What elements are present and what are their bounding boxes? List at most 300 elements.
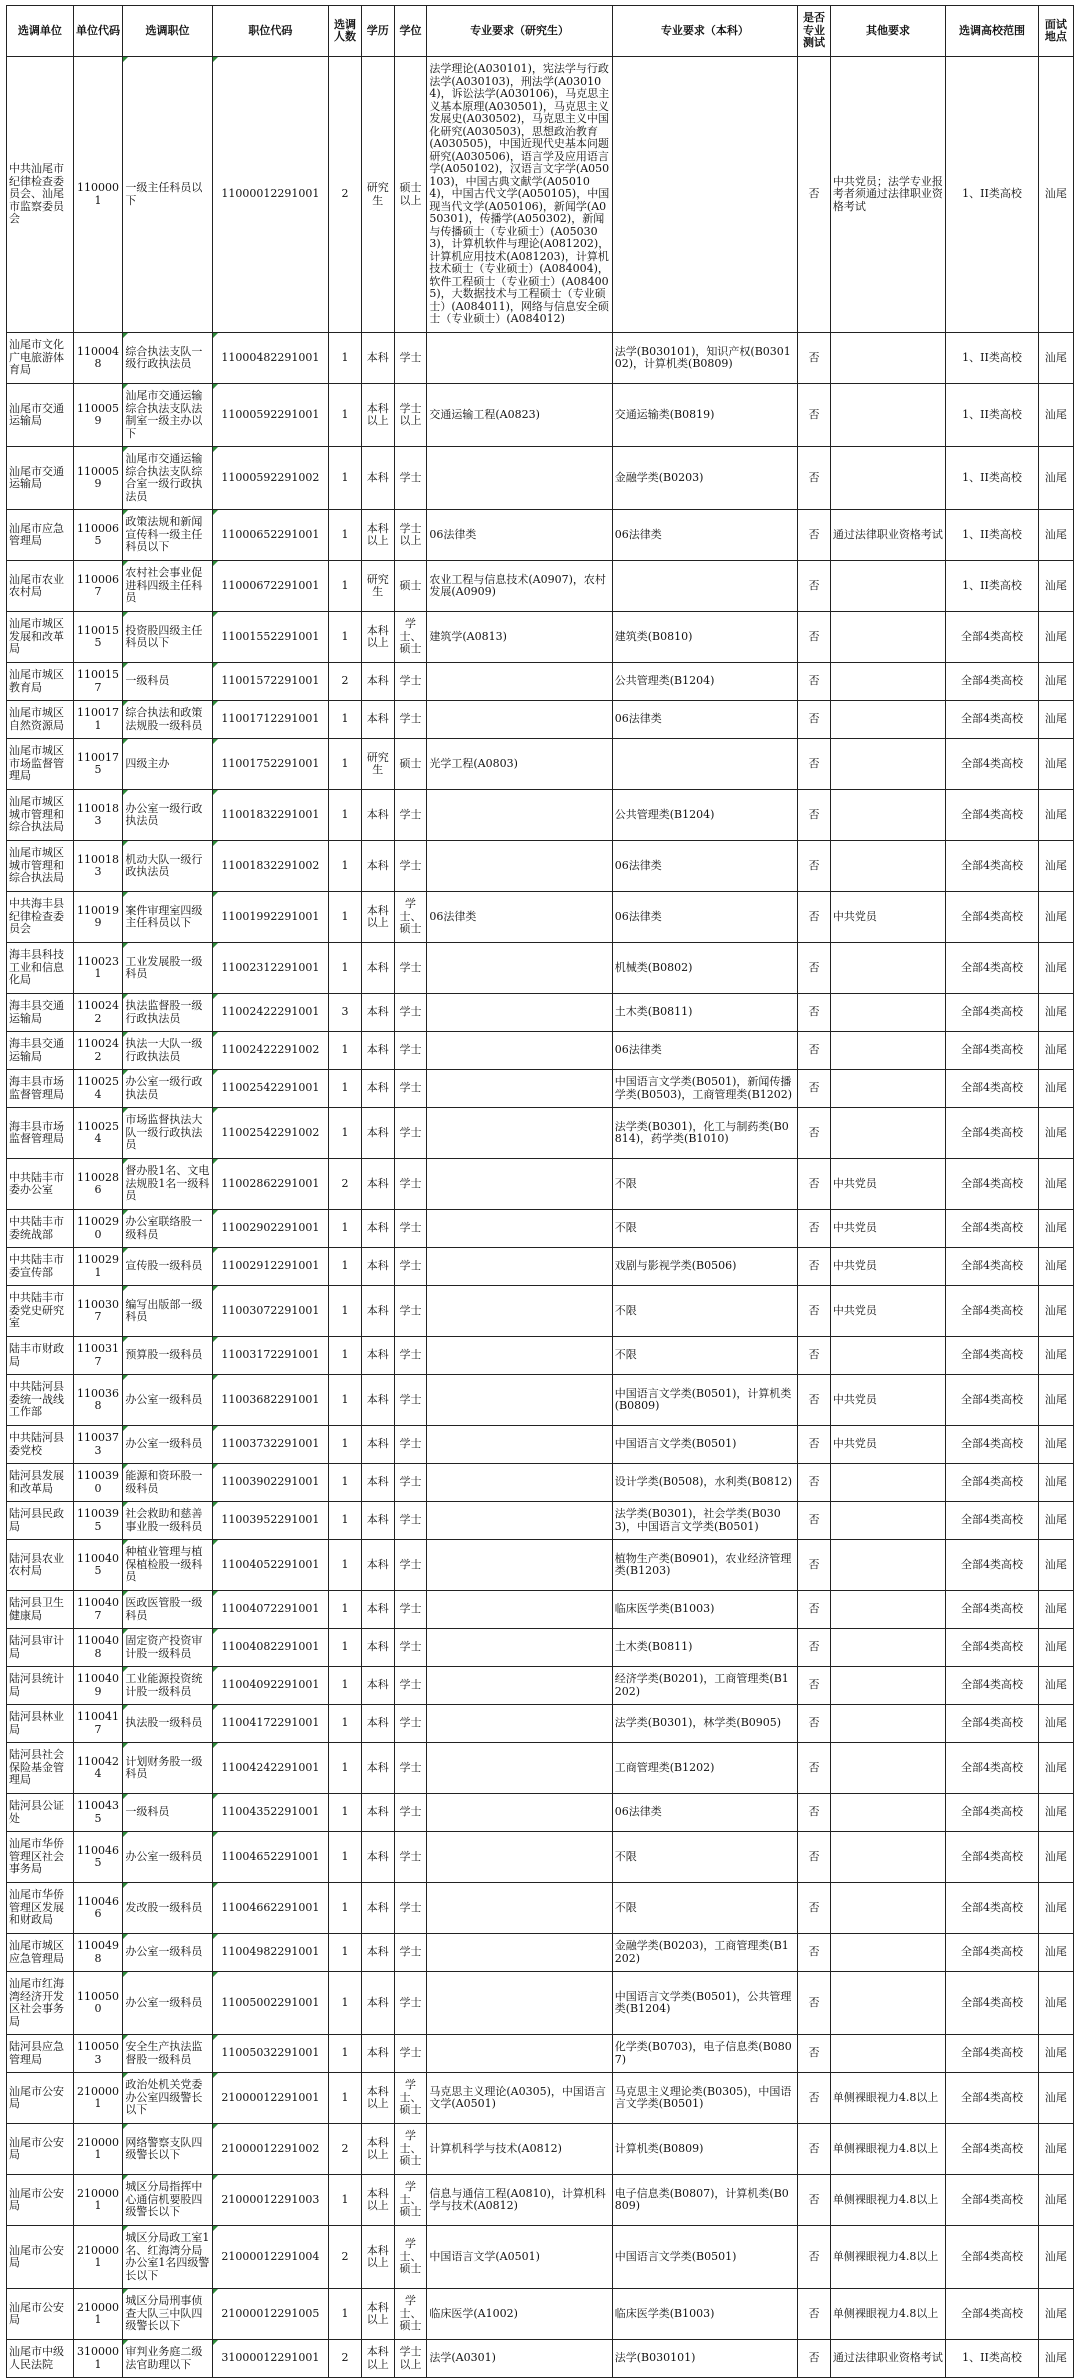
table-row: [7, 1426, 1074, 1464]
cell-interview-location: 汕尾: [1038, 1248, 1073, 1286]
cell-professional-test: 否: [798, 2175, 831, 2226]
cell-degree: 学士: [394, 701, 427, 739]
cell-university-scope: 全部4类高校: [946, 1883, 1039, 1934]
cell-unit: 汕尾市城区应急管理局: [7, 1934, 74, 1972]
cell-count: 2: [329, 663, 362, 701]
cell-professional-test: 否: [798, 1883, 831, 1934]
cell-unit-code: 1100424: [73, 1743, 123, 1794]
cell-position: 汕尾市交通运输综合执法支队法制室一级主办以下: [123, 384, 212, 447]
cell-position: 一级科员: [123, 663, 212, 701]
cell-count: 1: [329, 2073, 362, 2124]
cell-major-undergraduate: 金融学类(B0203): [612, 447, 797, 510]
cell-major-undergraduate: 06法律类: [612, 892, 797, 943]
cell-unit: 陆河县民政局: [7, 1502, 74, 1540]
cell-major-undergraduate: 法学类(B0301)，林学类(B0905): [612, 1705, 797, 1743]
table-row: [7, 892, 1074, 943]
table-row: [7, 1972, 1074, 2035]
cell-count: 1: [329, 892, 362, 943]
cell-position-code: 11000012291001: [212, 57, 328, 333]
cell-degree: 学士: [394, 1210, 427, 1248]
cell-education: 研究生: [361, 57, 394, 333]
cell-education: 本科: [361, 1540, 394, 1591]
cell-degree: 学士: [394, 663, 427, 701]
table-row: [7, 1705, 1074, 1743]
cell-position-code: 11003072291001: [212, 1286, 328, 1337]
cell-education: 本科: [361, 701, 394, 739]
cell-position-code: 11002542291001: [212, 1070, 328, 1108]
cell-degree: 学士: [394, 1794, 427, 1832]
cell-education: 本科以上: [361, 510, 394, 561]
cell-position: 执法一大队一级行政执法员: [123, 1032, 212, 1070]
cell-major-undergraduate: 临床医学类(B1003): [612, 2289, 797, 2340]
cell-degree: 学士: [394, 1464, 427, 1502]
cell-major-graduate: 06法律类: [427, 892, 612, 943]
cell-major-undergraduate: 临床医学类(B1003): [612, 1591, 797, 1629]
cell-major-graduate: [427, 1934, 612, 1972]
cell-education: 本科: [361, 1794, 394, 1832]
cell-degree: 学士: [394, 1883, 427, 1934]
cell-unit: 海丰县交通运输局: [7, 994, 74, 1032]
cell-position: 投资股四级主任科员以下: [123, 612, 212, 663]
cell-degree: 学士: [394, 1337, 427, 1375]
cell-count: 1: [329, 1794, 362, 1832]
cell-count: 2: [329, 2226, 362, 2289]
cell-unit: 陆河县统计局: [7, 1667, 74, 1705]
cell-major-undergraduate: 公共管理类(B1204): [612, 790, 797, 841]
cell-unit-code: 1100001: [73, 57, 123, 333]
cell-education: 本科: [361, 790, 394, 841]
cell-professional-test: 否: [798, 1743, 831, 1794]
cell-position-code: 11000482291001: [212, 333, 328, 384]
cell-count: 1: [329, 1426, 362, 1464]
cell-interview-location: 汕尾: [1038, 1070, 1073, 1108]
cell-position: 案件审理室四级主任科员以下: [123, 892, 212, 943]
cell-interview-location: 汕尾: [1038, 1337, 1073, 1375]
table-row: [7, 994, 1074, 1032]
cell-position: 综合执法和政策法规股一级科员: [123, 701, 212, 739]
table-row: [7, 2124, 1074, 2175]
cell-other-requirements: [830, 1794, 945, 1832]
cell-unit-code: 1100307: [73, 1286, 123, 1337]
cell-interview-location: 汕尾: [1038, 1375, 1073, 1426]
cell-education: 本科: [361, 1502, 394, 1540]
cell-major-graduate: [427, 1286, 612, 1337]
cell-position-code: 11004052291001: [212, 1540, 328, 1591]
cell-education: 本科: [361, 1591, 394, 1629]
cell-count: 1: [329, 510, 362, 561]
cell-degree: 学士: [394, 1972, 427, 2035]
cell-university-scope: 全部4类高校: [946, 1464, 1039, 1502]
table-row: [7, 1591, 1074, 1629]
cell-unit-code: 1100465: [73, 1832, 123, 1883]
cell-unit: 中共陆河县委党校: [7, 1426, 74, 1464]
cell-professional-test: 否: [798, 2124, 831, 2175]
cell-unit: 汕尾市公安局: [7, 2073, 74, 2124]
cell-interview-location: 汕尾: [1038, 1705, 1073, 1743]
cell-count: 2: [329, 1159, 362, 1210]
cell-interview-location: 汕尾: [1038, 510, 1073, 561]
cell-major-graduate: [427, 1705, 612, 1743]
cell-university-scope: 全部4类高校: [946, 1248, 1039, 1286]
cell-university-scope: 全部4类高校: [946, 1032, 1039, 1070]
table-row: [7, 841, 1074, 892]
cell-other-requirements: [830, 384, 945, 447]
cell-professional-test: 否: [798, 790, 831, 841]
cell-count: 1: [329, 2289, 362, 2340]
cell-education: 本科: [361, 1159, 394, 1210]
cell-major-undergraduate: [612, 739, 797, 790]
cell-other-requirements: [830, 1743, 945, 1794]
cell-education: 本科: [361, 1210, 394, 1248]
cell-unit: 汕尾市城区教育局: [7, 663, 74, 701]
cell-degree: 学士: [394, 1375, 427, 1426]
table-row: [7, 739, 1074, 790]
cell-university-scope: 全部4类高校: [946, 1667, 1039, 1705]
cell-major-graduate: [427, 841, 612, 892]
cell-position-code: 11000652291001: [212, 510, 328, 561]
cell-count: 1: [329, 1032, 362, 1070]
cell-unit: 汕尾市交通运输局: [7, 384, 74, 447]
cell-professional-test: 否: [798, 1464, 831, 1502]
cell-unit: 汕尾市公安局: [7, 2124, 74, 2175]
cell-major-graduate: 农业工程与信息技术(A0907)，农村发展(A0909): [427, 561, 612, 612]
cell-major-graduate: [427, 943, 612, 994]
cell-major-graduate: [427, 1794, 612, 1832]
table-row: [7, 790, 1074, 841]
cell-education: 本科以上: [361, 892, 394, 943]
cell-interview-location: 汕尾: [1038, 1743, 1073, 1794]
cell-degree: 学士: [394, 1159, 427, 1210]
cell-education: 本科: [361, 2035, 394, 2073]
cell-unit: 陆河县林业局: [7, 1705, 74, 1743]
cell-major-graduate: 计算机科学与技术(A0812): [427, 2124, 612, 2175]
cell-interview-location: 汕尾: [1038, 2073, 1073, 2124]
cell-interview-location: 汕尾: [1038, 1210, 1073, 1248]
cell-professional-test: 否: [798, 2035, 831, 2073]
cell-count: 1: [329, 2175, 362, 2226]
col-header-unit: 选调单位: [7, 6, 74, 57]
cell-degree: 学士: [394, 1070, 427, 1108]
table-row: [7, 1375, 1074, 1426]
cell-education: 本科: [361, 1337, 394, 1375]
cell-position-code: 11004082291001: [212, 1629, 328, 1667]
cell-unit-code: 1100408: [73, 1629, 123, 1667]
cell-major-undergraduate: 植物生产类(B0901)，农业经济管理类(B1203): [612, 1540, 797, 1591]
cell-unit-code: 1100183: [73, 790, 123, 841]
cell-count: 1: [329, 612, 362, 663]
cell-major-undergraduate: 法学类(B0301)，化工与制药类(B0814)，药学类(B1010): [612, 1108, 797, 1159]
cell-major-graduate: [427, 1591, 612, 1629]
cell-count: 1: [329, 333, 362, 384]
cell-university-scope: 1、II类高校: [946, 2340, 1039, 2378]
cell-major-undergraduate: 中国语言文学类(B0501): [612, 2226, 797, 2289]
cell-professional-test: 否: [798, 1426, 831, 1464]
cell-unit-code: 2100001: [73, 2175, 123, 2226]
cell-degree: 学士以上: [394, 384, 427, 447]
cell-professional-test: 否: [798, 701, 831, 739]
cell-unit-code: 1100503: [73, 2035, 123, 2073]
cell-position: 办公室一级行政执法员: [123, 790, 212, 841]
cell-unit: 海丰县市场监督管理局: [7, 1070, 74, 1108]
cell-education: 本科: [361, 1108, 394, 1159]
cell-university-scope: 1、II类高校: [946, 447, 1039, 510]
cell-unit: 陆河县公证处: [7, 1794, 74, 1832]
cell-position-code: 11003172291001: [212, 1337, 328, 1375]
cell-professional-test: 否: [798, 57, 831, 333]
cell-position-code: 11001552291001: [212, 612, 328, 663]
cell-unit-code: 3100001: [73, 2340, 123, 2378]
cell-other-requirements: [830, 1883, 945, 1934]
cell-position: 社会救助和慈善事业股一级科员: [123, 1502, 212, 1540]
cell-university-scope: 全部4类高校: [946, 1337, 1039, 1375]
cell-count: 1: [329, 1464, 362, 1502]
cell-major-undergraduate: 经济学类(B0201)，工商管理类(B1202): [612, 1667, 797, 1705]
table-row: [7, 943, 1074, 994]
cell-other-requirements: [830, 561, 945, 612]
cell-major-undergraduate: 计算机类(B0809): [612, 2124, 797, 2175]
cell-unit: 汕尾市公安局: [7, 2226, 74, 2289]
cell-major-graduate: [427, 1159, 612, 1210]
cell-interview-location: 汕尾: [1038, 790, 1073, 841]
cell-major-graduate: [427, 447, 612, 510]
cell-university-scope: 全部4类高校: [946, 1743, 1039, 1794]
cell-unit: 陆丰市财政局: [7, 1337, 74, 1375]
table-row: [7, 510, 1074, 561]
cell-other-requirements: 单侧裸眼视力4.8以上: [830, 2289, 945, 2340]
cell-other-requirements: 中共党员；法学专业报考者须通过法律职业资格考试: [830, 57, 945, 333]
cell-count: 1: [329, 1248, 362, 1286]
cell-major-graduate: 马克思主义理论(A0305)，中国语言文学(A0501): [427, 2073, 612, 2124]
cell-position: 工业能源投资统计股一级科员: [123, 1667, 212, 1705]
cell-unit: 海丰县市场监督管理局: [7, 1108, 74, 1159]
cell-count: 1: [329, 1070, 362, 1108]
cell-other-requirements: [830, 1667, 945, 1705]
cell-major-graduate: 建筑学(A0813): [427, 612, 612, 663]
cell-other-requirements: [830, 841, 945, 892]
cell-position: 政策法规和新闻宣传科一级主任科员以下: [123, 510, 212, 561]
cell-education: 本科: [361, 1972, 394, 2035]
cell-major-graduate: 交通运输工程(A0823): [427, 384, 612, 447]
cell-interview-location: 汕尾: [1038, 1667, 1073, 1705]
table-row: [7, 2226, 1074, 2289]
cell-education: 本科: [361, 994, 394, 1032]
cell-other-requirements: [830, 790, 945, 841]
cell-interview-location: 汕尾: [1038, 739, 1073, 790]
table-row: [7, 1032, 1074, 1070]
cell-position-code: 11001752291001: [212, 739, 328, 790]
cell-university-scope: 全部4类高校: [946, 1070, 1039, 1108]
cell-position: 办公室一级科员: [123, 1832, 212, 1883]
cell-count: 1: [329, 1337, 362, 1375]
cell-university-scope: 全部4类高校: [946, 1705, 1039, 1743]
cell-unit-code: 1100500: [73, 1972, 123, 2035]
cell-degree: 学士: [394, 333, 427, 384]
cell-unit: 汕尾市华侨管理区发展和财政局: [7, 1883, 74, 1934]
cell-university-scope: 全部4类高校: [946, 1629, 1039, 1667]
cell-major-graduate: [427, 1464, 612, 1502]
cell-other-requirements: [830, 1934, 945, 1972]
cell-unit-code: 2100001: [73, 2124, 123, 2175]
cell-major-undergraduate: 中国语言文学类(B0501): [612, 1426, 797, 1464]
cell-other-requirements: 单侧裸眼视力4.8以上: [830, 2226, 945, 2289]
cell-university-scope: 全部4类高校: [946, 612, 1039, 663]
cell-interview-location: 汕尾: [1038, 1032, 1073, 1070]
cell-major-graduate: [427, 1883, 612, 1934]
cell-position: 办公室一级科员: [123, 1934, 212, 1972]
cell-education: 本科以上: [361, 2340, 394, 2378]
cell-major-undergraduate: 不限: [612, 1286, 797, 1337]
cell-university-scope: 1、II类高校: [946, 57, 1039, 333]
cell-major-graduate: 信息与通信工程(A0810)，计算机科学与技术(A0812): [427, 2175, 612, 2226]
cell-major-graduate: [427, 994, 612, 1032]
cell-count: 1: [329, 384, 362, 447]
cell-professional-test: 否: [798, 1032, 831, 1070]
cell-interview-location: 汕尾: [1038, 57, 1073, 333]
cell-major-graduate: [427, 1337, 612, 1375]
cell-unit: 中共陆丰市委宣传部: [7, 1248, 74, 1286]
table-row: [7, 2073, 1074, 2124]
col-header-professional-test: 是否专业测试: [798, 6, 831, 57]
cell-major-undergraduate: 不限: [612, 1832, 797, 1883]
cell-unit-code: 1100290: [73, 1210, 123, 1248]
cell-education: 本科: [361, 1032, 394, 1070]
cell-interview-location: 汕尾: [1038, 892, 1073, 943]
cell-degree: 学士: [394, 994, 427, 1032]
table-row: [7, 2035, 1074, 2073]
cell-other-requirements: 中共党员: [830, 1286, 945, 1337]
cell-education: 研究生: [361, 561, 394, 612]
cell-education: 本科以上: [361, 384, 394, 447]
cell-count: 1: [329, 701, 362, 739]
cell-degree: 学士: [394, 1667, 427, 1705]
cell-position-code: 11000592291001: [212, 384, 328, 447]
cell-major-graduate: [427, 1832, 612, 1883]
cell-unit-code: 1100291: [73, 1248, 123, 1286]
cell-interview-location: 汕尾: [1038, 1972, 1073, 2035]
cell-education: 本科: [361, 333, 394, 384]
cell-degree: 学士: [394, 790, 427, 841]
cell-professional-test: 否: [798, 333, 831, 384]
cell-count: 1: [329, 2035, 362, 2073]
cell-count: 2: [329, 2340, 362, 2378]
cell-education: 本科以上: [361, 2073, 394, 2124]
cell-unit: 中共陆丰市委办公室: [7, 1159, 74, 1210]
cell-unit-code: 1100059: [73, 384, 123, 447]
cell-unit-code: 1100254: [73, 1070, 123, 1108]
table-row: [7, 1159, 1074, 1210]
cell-count: 1: [329, 1286, 362, 1337]
cell-interview-location: 汕尾: [1038, 1832, 1073, 1883]
cell-education: 本科: [361, 1629, 394, 1667]
cell-position-code: 11004652291001: [212, 1832, 328, 1883]
cell-position-code: 11004352291001: [212, 1794, 328, 1832]
cell-position: 城区分局刑事侦查大队三中队四级警长以下: [123, 2289, 212, 2340]
cell-degree: 学士: [394, 1743, 427, 1794]
cell-position-code: 11004242291001: [212, 1743, 328, 1794]
cell-professional-test: 否: [798, 1070, 831, 1108]
cell-unit: 陆河县发展和改革局: [7, 1464, 74, 1502]
cell-university-scope: 全部4类高校: [946, 1159, 1039, 1210]
cell-position-code: 11000592291002: [212, 447, 328, 510]
cell-education: 本科: [361, 1934, 394, 1972]
cell-university-scope: 全部4类高校: [946, 2226, 1039, 2289]
cell-count: 1: [329, 1667, 362, 1705]
cell-position: 执法监督股一级行政执法员: [123, 994, 212, 1032]
cell-position: 办公室联络股一级科员: [123, 1210, 212, 1248]
table-row: [7, 1667, 1074, 1705]
cell-degree: 学士: [394, 1426, 427, 1464]
cell-interview-location: 汕尾: [1038, 1540, 1073, 1591]
cell-position-code: 11002542291002: [212, 1108, 328, 1159]
cell-position: 一级科员: [123, 1794, 212, 1832]
cell-unit-code: 1100183: [73, 841, 123, 892]
cell-unit: 中共陆丰市委统战部: [7, 1210, 74, 1248]
cell-count: 1: [329, 841, 362, 892]
cell-interview-location: 汕尾: [1038, 943, 1073, 994]
cell-unit-code: 1100405: [73, 1540, 123, 1591]
cell-position: 编写出版部一级科员: [123, 1286, 212, 1337]
cell-position: 发改股一级科员: [123, 1883, 212, 1934]
table-row: [7, 1286, 1074, 1337]
cell-unit-code: 1100242: [73, 1032, 123, 1070]
cell-other-requirements: [830, 1502, 945, 1540]
cell-education: 本科: [361, 1667, 394, 1705]
cell-professional-test: 否: [798, 1375, 831, 1426]
cell-position-code: 11003732291001: [212, 1426, 328, 1464]
cell-interview-location: 汕尾: [1038, 663, 1073, 701]
cell-university-scope: 全部4类高校: [946, 1502, 1039, 1540]
cell-degree: 学士: [394, 1540, 427, 1591]
cell-position-code: 11003902291001: [212, 1464, 328, 1502]
col-header-position: 选调职位: [123, 6, 212, 57]
cell-education: 本科: [361, 1464, 394, 1502]
cell-unit-code: 1100171: [73, 701, 123, 739]
table-row: [7, 2289, 1074, 2340]
cell-education: 研究生: [361, 739, 394, 790]
cell-professional-test: 否: [798, 1591, 831, 1629]
cell-university-scope: 全部4类高校: [946, 841, 1039, 892]
table-row: [7, 384, 1074, 447]
cell-major-graduate: [427, 1972, 612, 2035]
cell-university-scope: 全部4类高校: [946, 663, 1039, 701]
cell-degree: 学士: [394, 1832, 427, 1883]
cell-other-requirements: 单侧裸眼视力4.8以上: [830, 2175, 945, 2226]
cell-count: 1: [329, 1743, 362, 1794]
cell-unit: 汕尾市城区城市管理和综合执法局: [7, 790, 74, 841]
cell-position-code: 11004172291001: [212, 1705, 328, 1743]
cell-major-graduate: [427, 1210, 612, 1248]
cell-position-code: 11002422291002: [212, 1032, 328, 1070]
cell-unit: 海丰县交通运输局: [7, 1032, 74, 1070]
table-row: [7, 1883, 1074, 1934]
cell-position-code: 11001832291001: [212, 790, 328, 841]
cell-university-scope: 全部4类高校: [946, 1375, 1039, 1426]
cell-degree: 学士: [394, 841, 427, 892]
cell-unit-code: 1100059: [73, 447, 123, 510]
cell-university-scope: 全部4类高校: [946, 1934, 1039, 1972]
cell-position: 办公室一级科员: [123, 1375, 212, 1426]
cell-unit: 陆河县卫生健康局: [7, 1591, 74, 1629]
cell-count: 1: [329, 561, 362, 612]
cell-position: 政治处机关党委办公室四级警长以下: [123, 2073, 212, 2124]
cell-interview-location: 汕尾: [1038, 994, 1073, 1032]
cell-university-scope: 全部4类高校: [946, 2124, 1039, 2175]
cell-major-graduate: 06法律类: [427, 510, 612, 561]
cell-other-requirements: [830, 1972, 945, 2035]
cell-degree: 学士、硕士: [394, 2226, 427, 2289]
cell-other-requirements: 单侧裸眼视力4.8以上: [830, 2124, 945, 2175]
cell-position-code: 21000012291003: [212, 2175, 328, 2226]
